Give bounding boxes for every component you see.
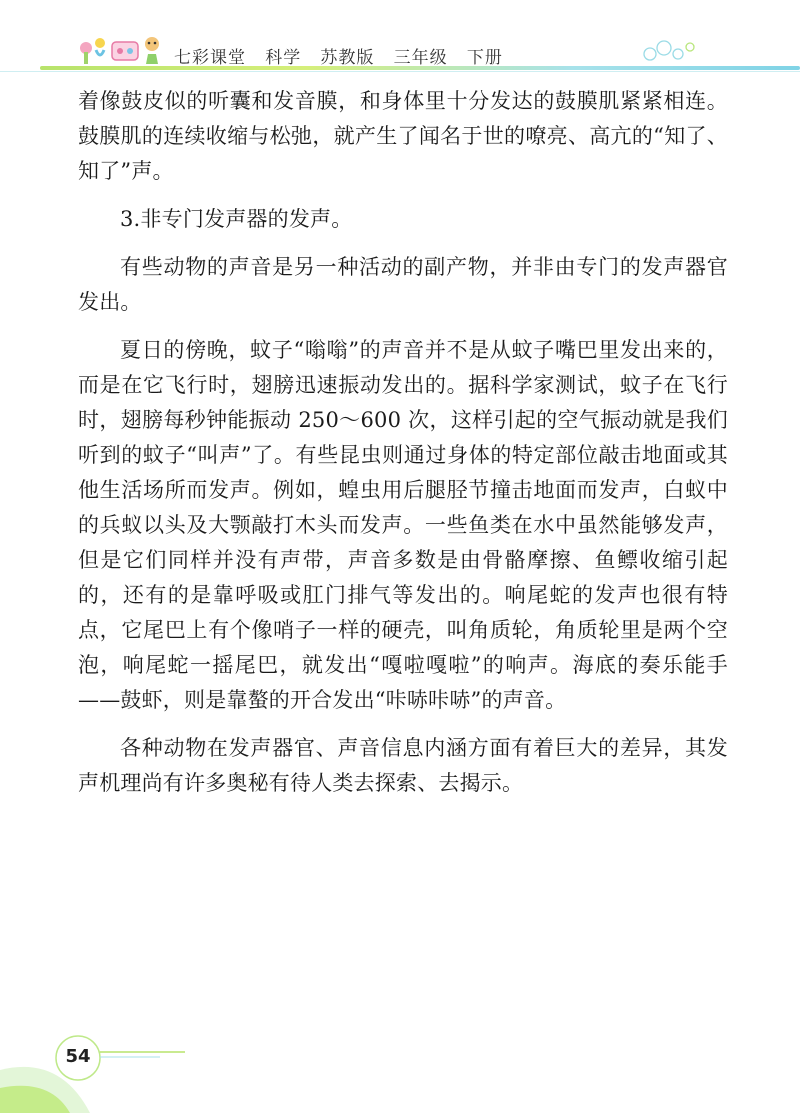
footer-decoration <box>0 1000 200 1113</box>
book-title: 七彩课堂 科学 苏教版 三年级 下册 <box>174 48 503 68</box>
page-header <box>0 0 800 80</box>
page-body <box>78 84 728 801</box>
paragraph-intro: 有些动物的声音是另一种活动的副产物，并非由专门的发声器官发出。 <box>78 255 728 314</box>
section-heading: 3.非专门发声器的发声。 <box>120 207 353 231</box>
bubble-circles-icon <box>640 38 700 64</box>
header-rule-thin <box>0 71 800 72</box>
page-number: 54 <box>65 1046 91 1067</box>
paragraph-conclusion: 各种动物在发声器官、声音信息内涵方面有着巨大的差异，其发声机理尚有许多奥秘有待人类去探索、去揭示。 <box>78 736 728 795</box>
paragraph-continuation: 着像鼓皮似的听囊和发音膜，和身体里十分发达的鼓膜肌紧紧相连。鼓膜肌的连续收缩与松弛，就产生了闻名于世的嘹亮、高亢的“知了、知了”声。 <box>78 89 728 183</box>
paragraph-examples: 夏日的傍晚，蚊子“嗡嗡”的声音并不是从蚊子嘴巴里发出来的，而是在它飞行时，翅膀迅速振动发出的。据科学家测试，蚊子在飞行时，翅膀每秒钟能振动 250～600 次，这样引起的空气振动就是我们听到的蚊子“叫声”了。有些昆虫则通过身体的特定部位敲击地面或其他生活场所而发声。例如，蝗虫用后腿胫节撞击地面而发声，白蚁中的兵蚁以头及大颚敲打木头而发声。一些鱼类在水中虽然能够发声，但是它们同样并没有声带，声音多数是由骨骼摩擦、鱼鳔收缩引起的，还有的是靠呼吸或肛门排气等发出的。响尾蛇的发声也很有特点，它尾巴上有个像哨子一样的硬壳，叫角质轮，角质轮里是两个空泡，响尾蛇一摇尾巴，就发出“嘎啦嘎啦”的响声。海底的奏乐能手——鼓虾，则是靠螯的开合发出“咔哧咔哧”的声音。 <box>78 338 728 712</box>
colorful-kids-logo-icon <box>76 30 168 66</box>
